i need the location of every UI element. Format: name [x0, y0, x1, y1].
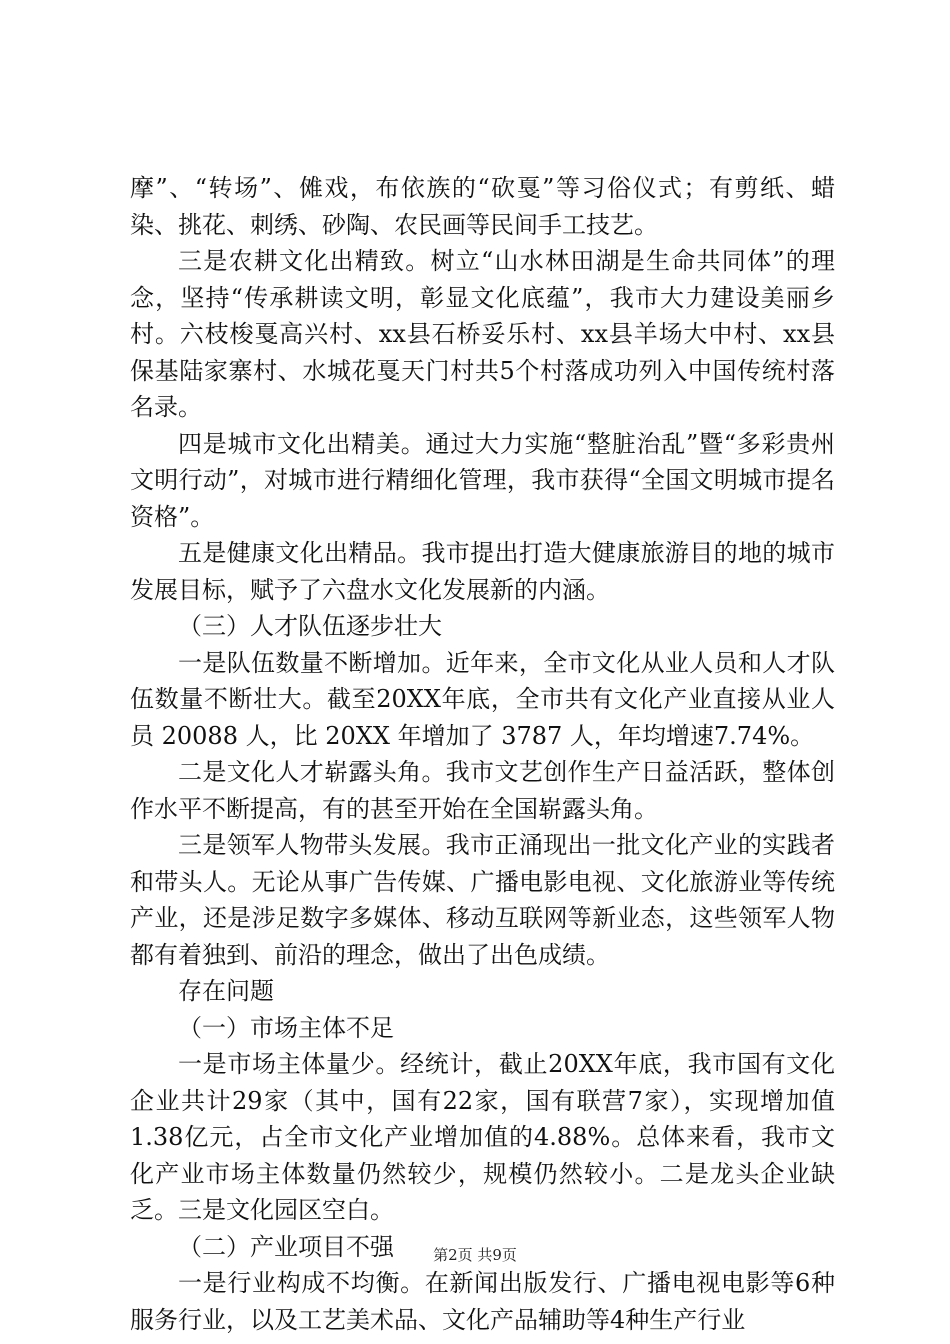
paragraph: （一）市场主体不足	[178, 1013, 394, 1042]
paragraph: 三是农耕文化出精致。树立“山水林田湖是生命共同体”的理念，坚持“传承耕读文明，彰显文化底蕴”，我市大力建设美丽乡村。六枝梭戛高兴村、xx县石桥妥乐村、xx县羊场大中村、xx县保基陆家寨村、水城花戛天门村共5个村落成功列入中国传统村落名录。	[130, 247, 835, 421]
paragraph: 三是领军人物带头发展。我市正涌现出一批文化产业的实践者和带头人。无论从事广告传媒、广播电影电视、文化旅游业等传统产业，还是涉足数字多媒体、移动互联网等新业态，这些领军人物都有着独到、前沿的理念，做出了出色成绩。	[130, 831, 835, 969]
paragraph: 一是行业构成不均衡。在新闻出版发行、广播电视电影等6种服务行业，以及工艺美术品、文化产品辅助等4种生产行业	[130, 1269, 835, 1334]
page-footer: 第2页 共9页	[433, 1246, 517, 1264]
paragraph: （二）产业项目不强	[178, 1232, 394, 1261]
paragraph: 一是队伍数量不断增加。近年来，全市文化从业人员和人才队伍数量不断壮大。截至20XX年底，全市共有文化产业直接从业人员 20088 人，比 20XX 年增加了 3787 人，年均增速7.74%。	[130, 648, 835, 750]
paragraph: 一是市场主体量少。经统计，截止20XX年底，我市国有文化企业共计29家（其中，国有22家，国有联营7家），实现增加值1.38亿元，占全市文化产业增加值的4.88%。总体来看，我市文化产业市场主体数量仍然较少，规模仍然较小。二是龙头企业缺乏。三是文化园区空白。	[130, 1050, 835, 1224]
paragraph: 摩”、“转场”、傩戏，布依族的“砍戛”等习俗仪式；有剪纸、蜡染、挑花、刺绣、砂陶、农民画等民间手工技艺。	[130, 174, 835, 239]
paragraph: 四是城市文化出精美。通过大力实施“整脏治乱”暨“多彩贵州文明行动”，对城市进行精细化管理，我市获得“全国文明城市提名资格”。	[130, 429, 835, 531]
document-body	[130, 170, 835, 1338]
paragraph: 二是文化人才崭露头角。我市文艺创作生产日益活跃，整体创作水平不断提高，有的甚至开始在全国崭露头角。	[130, 758, 835, 823]
paragraph: （三）人才队伍逐步壮大	[178, 612, 442, 640]
paragraph: 存在问题	[178, 977, 274, 1005]
paragraph: 五是健康文化出精品。我市提出打造大健康旅游目的地的城市发展目标，赋予了六盘水文化发展新的内涵。	[130, 539, 835, 604]
